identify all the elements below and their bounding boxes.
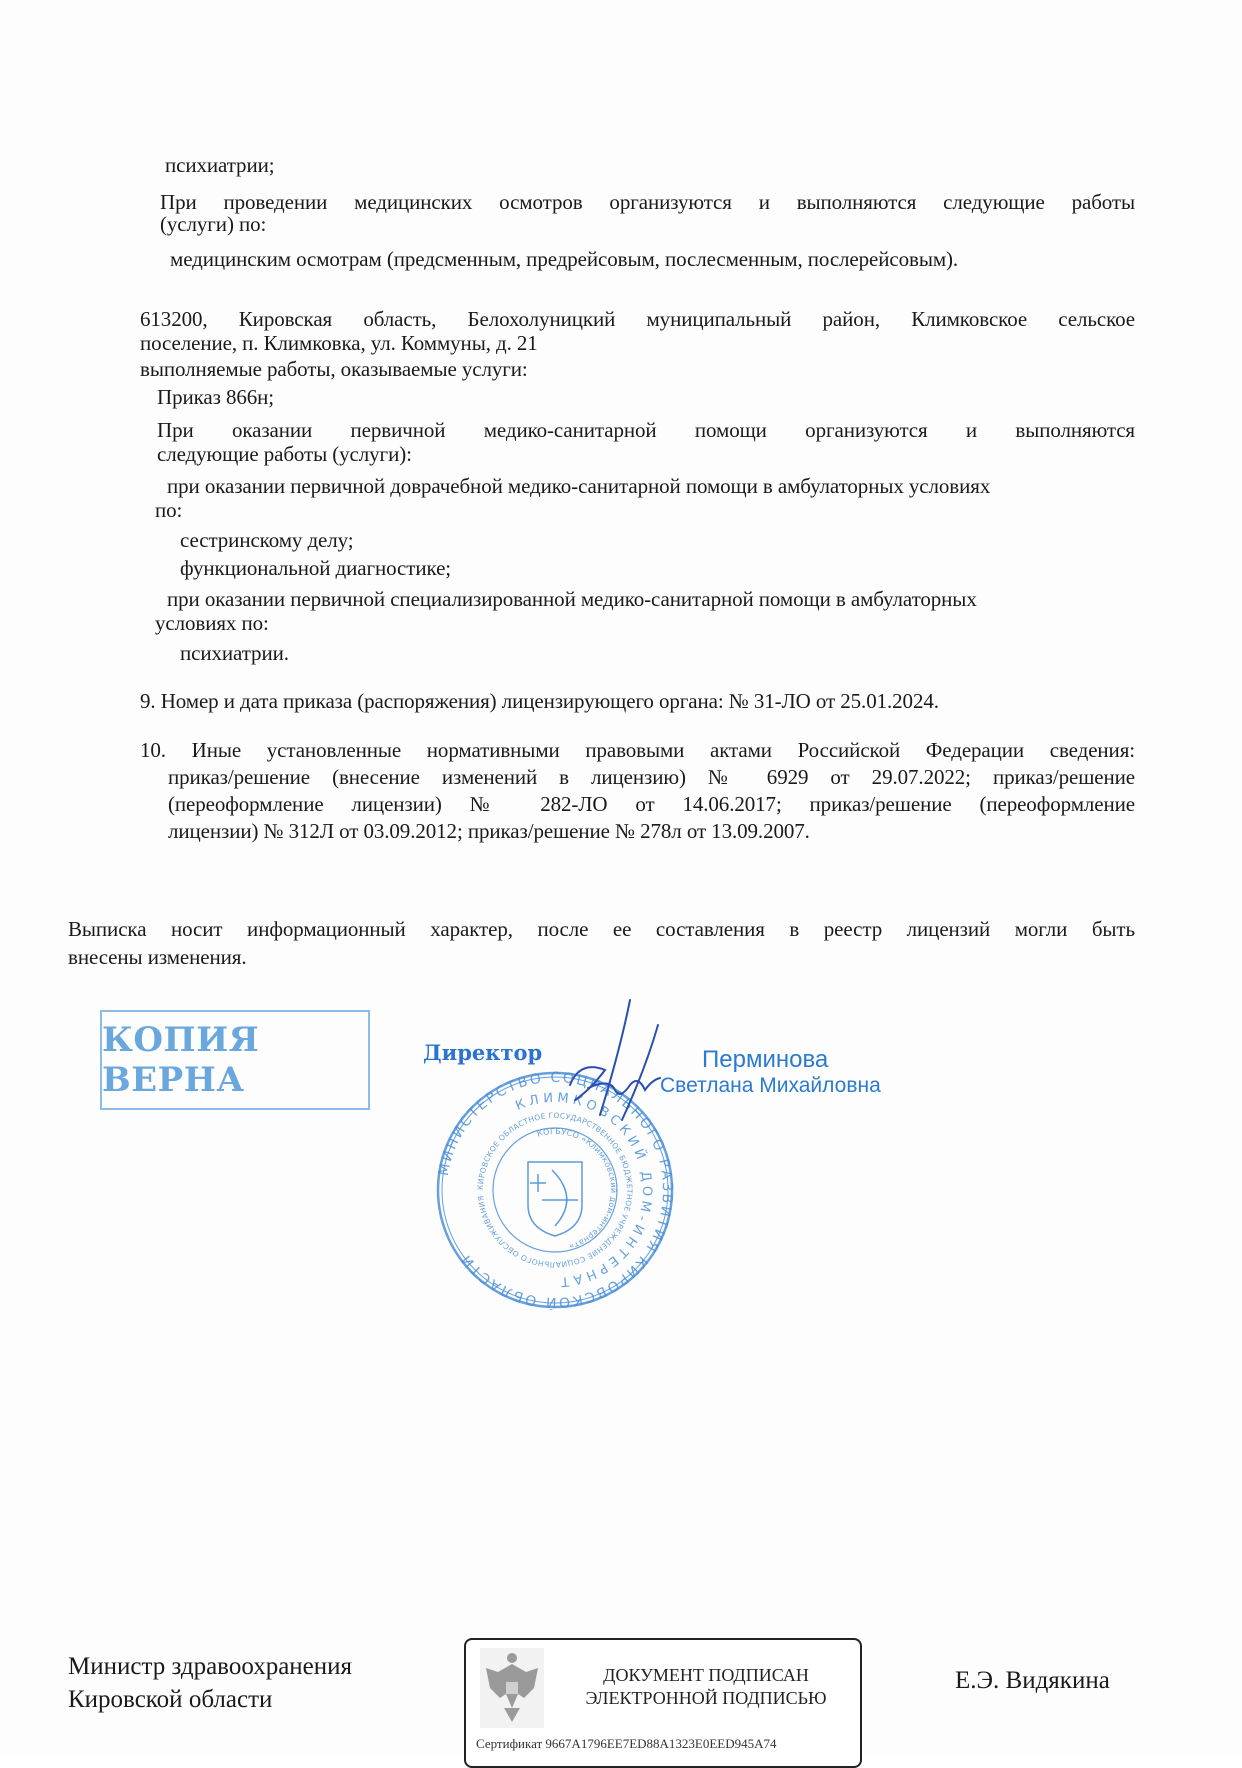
minister-name: Е.Э. Видякина xyxy=(955,1667,1110,1694)
seal-center-text: КОГБУСО «Климковский дом-интернат» xyxy=(535,1126,619,1252)
signer-name: Светлана Михайловна xyxy=(660,1074,881,1097)
minister-title-line-2: Кировской области xyxy=(68,1686,273,1713)
coat-of-arms-icon xyxy=(528,1162,582,1236)
seal-inner-text: КИРОВСКОЕ ОБЛАСТНОЕ ГОСУДАРСТВЕННОЕ БЮДЖЕТНОЕ УЧРЕЖДЕНИЕ СОЦИАЛЬНОГО ОБСЛУЖИВАНИЯ xyxy=(475,1110,635,1270)
double-headed-eagle-icon xyxy=(480,1648,544,1728)
copy-certified-stamp xyxy=(100,1010,370,1110)
prehospital-line-1: при оказании первичной доврачебной медико-санитарной помощи в амбулаторных условиях xyxy=(167,474,991,498)
item-10-line-2: приказ/решение (внесение изменений в лицензию) № 6929 от 29.07.2022; приказ/решение xyxy=(168,765,1135,789)
specialized-line-1: при оказании первичной специализированной медико-санитарной помощи в амбулаторных xyxy=(167,587,977,611)
signer-surname: Перминова xyxy=(702,1046,829,1073)
address-line-1: 613200, Кировская область, Белохолуницкий муниципальный район, Климковское сельское xyxy=(140,307,1135,331)
notice-line-1: Выписка носит информационный характер, после ее составления в реестр лицензий могли быть xyxy=(68,917,1135,941)
electronic-signature-box xyxy=(464,1638,862,1768)
item-10-line-4: лицензии) № 312Л от 03.09.2012; приказ/решение № 278л от 13.09.2007. xyxy=(168,819,810,843)
copy-certified-text: КОПИЯ ВЕРНА xyxy=(102,1020,260,1100)
esign-title xyxy=(566,1664,846,1710)
medical-exams-intro: При проведении медицинских осмотров организуются и выполняются следующие работы xyxy=(160,190,1135,214)
address-line-2: поселение, п. Климковка, ул. Коммуны, д. 21 xyxy=(140,331,538,355)
esign-certificate: Сертификат 9667A1796EE7ED88A1323E0EED945A74 xyxy=(476,1736,777,1751)
psychiatry-line: психиатрии; xyxy=(165,153,275,177)
primary-care-intro-cont: следующие работы (услуги): xyxy=(157,442,412,466)
notice-line-2: внесены изменения. xyxy=(68,945,247,969)
esign-title-line-1: ДОКУМЕНТ ПОДПИСАН xyxy=(603,1665,809,1685)
prehospital-line-2: по: xyxy=(155,498,183,522)
director-label: Директор xyxy=(423,1040,543,1065)
seal-middle-text: КЛИМКОВСКИЙ ДОМ-ИНТЕРНАТ xyxy=(513,1090,655,1290)
specialized-line-2: условиях по: xyxy=(155,611,269,635)
functional-diagnostics-item: функциональной диагностике; xyxy=(180,556,452,580)
minister-title xyxy=(68,1650,352,1716)
item-9: 9. Номер и дата приказа (распоряжения) лицензирующего органа: № 31-ЛО от 25.01.2024. xyxy=(140,689,939,713)
seal-outer-text: МИНИСТЕРСТВО СОЦИАЛЬНОГО РАЗВИТИЯ КИРОВСКОЙ ОБЛАСТИ xyxy=(435,1070,676,1310)
director-signature xyxy=(560,990,680,1130)
nursing-item: сестринскому делу; xyxy=(180,528,354,552)
medical-exams-intro-cont: (услуги) по: xyxy=(160,212,267,236)
item-10-line-3: (переоформление лицензии) № 282-ЛО от 14.06.2017; приказ/решение (переоформление xyxy=(168,792,1135,816)
works-label: выполняемые работы, оказываемые услуги: xyxy=(140,357,528,381)
medical-exams-item: медицинским осмотрам (предсменным, предрейсовым, послесменным, послерейсовым). xyxy=(170,247,959,271)
psychiatry-line-2: психиатрии. xyxy=(180,641,289,665)
order-866n: Приказ 866н; xyxy=(157,385,275,409)
item-10-line-1: 10. Иные установленные нормативными правовыми актами Российской Федерации сведения: xyxy=(140,738,1135,762)
primary-care-intro: При оказании первичной медико-санитарной помощи организуются и выполняются xyxy=(157,418,1135,442)
esign-title-line-2: ЭЛЕКТРОННОЙ ПОДПИСЬЮ xyxy=(585,1688,827,1708)
minister-title-line-1: Министр здравоохранения xyxy=(68,1653,353,1680)
